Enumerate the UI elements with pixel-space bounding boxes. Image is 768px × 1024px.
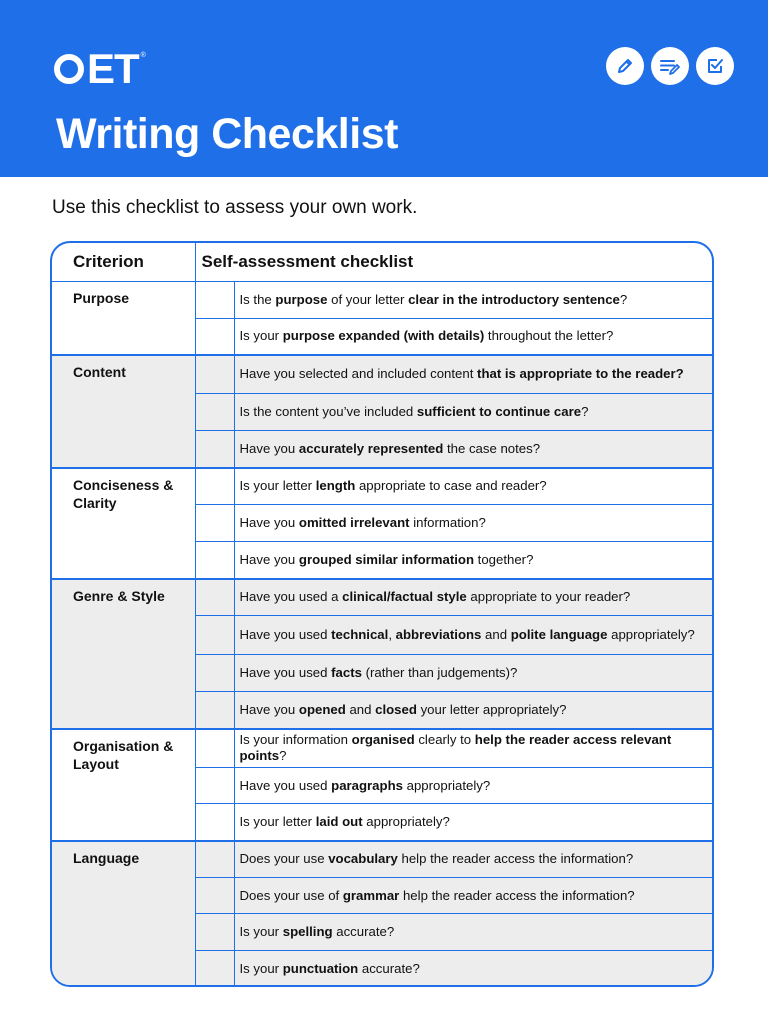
checklist-question <box>234 729 712 768</box>
question-text: Have you selected and included content <box>239 366 478 382</box>
question-text: ? <box>619 292 628 307</box>
checklist-question <box>234 394 712 431</box>
question-text: Have you <box>239 515 299 530</box>
checkbox-cell[interactable] <box>195 914 234 951</box>
question-text: Have you <box>239 551 299 567</box>
checkbox-cell[interactable] <box>195 542 234 579</box>
question-bold-text: abbreviations <box>395 627 482 642</box>
question-bold-text: clinical/factual style <box>342 589 467 605</box>
question-text: and <box>481 627 511 642</box>
checklist-question <box>234 878 712 914</box>
question-text: help the reader access the information? <box>397 851 634 867</box>
question-text: appropriately? <box>362 813 450 829</box>
checkbox-cell[interactable] <box>195 616 234 655</box>
question-text: Have you <box>239 440 299 456</box>
checkbox-cell[interactable] <box>195 355 234 394</box>
question-text: ? <box>581 404 589 419</box>
question-bold-text: paragraphs <box>331 777 403 793</box>
checkbox-cell[interactable] <box>195 431 234 468</box>
question-text: information? <box>409 515 486 530</box>
question-text: your letter appropriately? <box>416 701 567 717</box>
checklist-question <box>234 542 712 579</box>
question-text: appropriate to your reader? <box>466 589 631 605</box>
header-banner <box>0 0 768 177</box>
question-text: Have you used <box>239 665 332 680</box>
question-text: , <box>388 627 396 642</box>
question-text: appropriate to case and reader? <box>355 478 547 494</box>
question-text: appropriately? <box>607 627 695 642</box>
checkbox-cell[interactable] <box>195 768 234 804</box>
checklist-question <box>234 951 712 988</box>
criterion-label: Organisation & Layout <box>52 729 195 841</box>
checklist-question <box>234 841 712 878</box>
question-bold-text: organised <box>351 732 415 748</box>
question-text: Is the <box>239 292 276 307</box>
question-bold-text: omitted irrelevant <box>298 515 410 530</box>
checklist-question <box>234 914 712 951</box>
question-text: Is your letter <box>239 478 316 494</box>
question-text: appropriately? <box>402 777 491 793</box>
question-bold-text: sufficient to continue care <box>416 404 582 419</box>
question-bold-text: help the reader access relevant points <box>239 732 672 764</box>
question-text: the case notes? <box>443 440 541 456</box>
question-bold-text: spelling <box>282 924 333 939</box>
question-text: Have you <box>239 701 299 717</box>
checkbox-cell[interactable] <box>195 319 234 355</box>
question-text: and <box>345 701 376 717</box>
checklist-question <box>234 319 712 355</box>
question-text: Is your information <box>239 732 352 748</box>
checklist-question <box>234 692 712 729</box>
question-bold-text: purpose <box>275 292 328 307</box>
checklist-question <box>234 431 712 468</box>
checkbox-cell[interactable] <box>195 579 234 616</box>
checkbox-cell[interactable] <box>195 878 234 914</box>
checkbox-cell[interactable] <box>195 729 234 768</box>
checkbox-cell[interactable] <box>195 692 234 729</box>
question-text: Have you used <box>239 777 332 793</box>
question-text: help the reader access the information? <box>399 887 635 903</box>
criterion-label: Conciseness & Clarity <box>52 468 195 579</box>
checklist-row <box>52 282 712 319</box>
logo-ring <box>54 54 84 84</box>
criterion-label: Purpose <box>52 282 195 355</box>
question-bold-text: length <box>315 478 356 494</box>
question-text: together? <box>474 551 534 567</box>
checkbox-cell[interactable] <box>195 804 234 841</box>
checkbox-cell[interactable] <box>195 468 234 505</box>
checkbox-cell[interactable] <box>195 505 234 542</box>
question-bold-text: laid out <box>315 813 363 829</box>
document-edit-icon <box>651 47 689 85</box>
question-bold-text: grouped similar information <box>298 551 475 567</box>
page-title: Writing Checklist <box>56 110 398 158</box>
oet-logo <box>54 45 146 92</box>
table-header-row <box>52 243 712 282</box>
logo-text: ET <box>87 45 139 92</box>
question-text: (rather than judgements)? <box>361 665 518 680</box>
question-bold-text: purpose expanded (with details) <box>282 328 485 344</box>
logo-registered-mark: ® <box>140 52 146 59</box>
question-text: accurate? <box>332 924 395 939</box>
question-bold-text: vocabulary <box>328 851 398 867</box>
question-text: Does your use of <box>239 887 343 903</box>
checkbox-cell[interactable] <box>195 841 234 878</box>
checklist-question <box>234 282 712 319</box>
question-bold-text: facts <box>331 665 362 680</box>
question-text: throughout the letter? <box>484 328 614 344</box>
checkbox-icon <box>696 47 734 85</box>
criterion-column-header: Criterion <box>52 243 195 282</box>
checklist-row <box>52 841 712 878</box>
table-body <box>52 282 712 988</box>
checklist-question <box>234 355 712 394</box>
checklist-question <box>234 468 712 505</box>
checklist-row <box>52 579 712 616</box>
question-text: Is your <box>239 924 283 939</box>
question-text: ? <box>279 748 287 764</box>
question-text: Have you used a <box>239 589 343 605</box>
question-bold-text: grammar <box>342 887 400 903</box>
question-bold-text: punctuation <box>282 961 359 977</box>
question-bold-text: closed <box>375 701 417 717</box>
criterion-label: Language <box>52 841 195 988</box>
checklist-question <box>234 616 712 655</box>
checkbox-cell[interactable] <box>195 655 234 692</box>
question-text: Does your use <box>239 851 329 867</box>
question-text: Is the content you’ve included <box>239 404 417 419</box>
checkbox-cell[interactable] <box>195 951 234 988</box>
checklist-question <box>234 804 712 841</box>
question-bold-text: polite language <box>510 627 608 642</box>
checklist-column-header: Self-assessment checklist <box>195 243 712 282</box>
checklist-question <box>234 655 712 692</box>
pen-icon <box>606 47 644 85</box>
question-text: Is your letter <box>239 813 316 829</box>
checklist-row <box>52 355 712 394</box>
intro-text: Use this checklist to assess your own work. <box>52 197 418 218</box>
criterion-label: Content <box>52 355 195 468</box>
question-text: Is your <box>239 961 283 977</box>
checklist-question <box>234 579 712 616</box>
checkbox-cell[interactable] <box>195 394 234 431</box>
checklist-question <box>234 505 712 542</box>
checklist-row <box>52 729 712 768</box>
question-bold-text: clear in the introductory sentence <box>408 292 620 307</box>
question-text: accurate? <box>358 961 420 977</box>
checkbox-cell[interactable] <box>195 282 234 319</box>
question-bold-text: accurately represented <box>298 440 444 456</box>
checklist-row <box>52 468 712 505</box>
question-text: Is your <box>239 328 283 344</box>
question-text: clearly to <box>414 732 475 748</box>
checklist-table <box>50 241 714 987</box>
criterion-label: Genre & Style <box>52 579 195 729</box>
header-icons <box>606 47 734 85</box>
question-bold-text: opened <box>298 701 346 717</box>
checklist-question <box>234 768 712 804</box>
question-bold-text: technical <box>331 627 389 642</box>
question-text: of your letter <box>327 292 409 307</box>
question-text: Have you used <box>239 627 332 642</box>
question-bold-text: that is appropriate to the reader? <box>477 366 684 382</box>
